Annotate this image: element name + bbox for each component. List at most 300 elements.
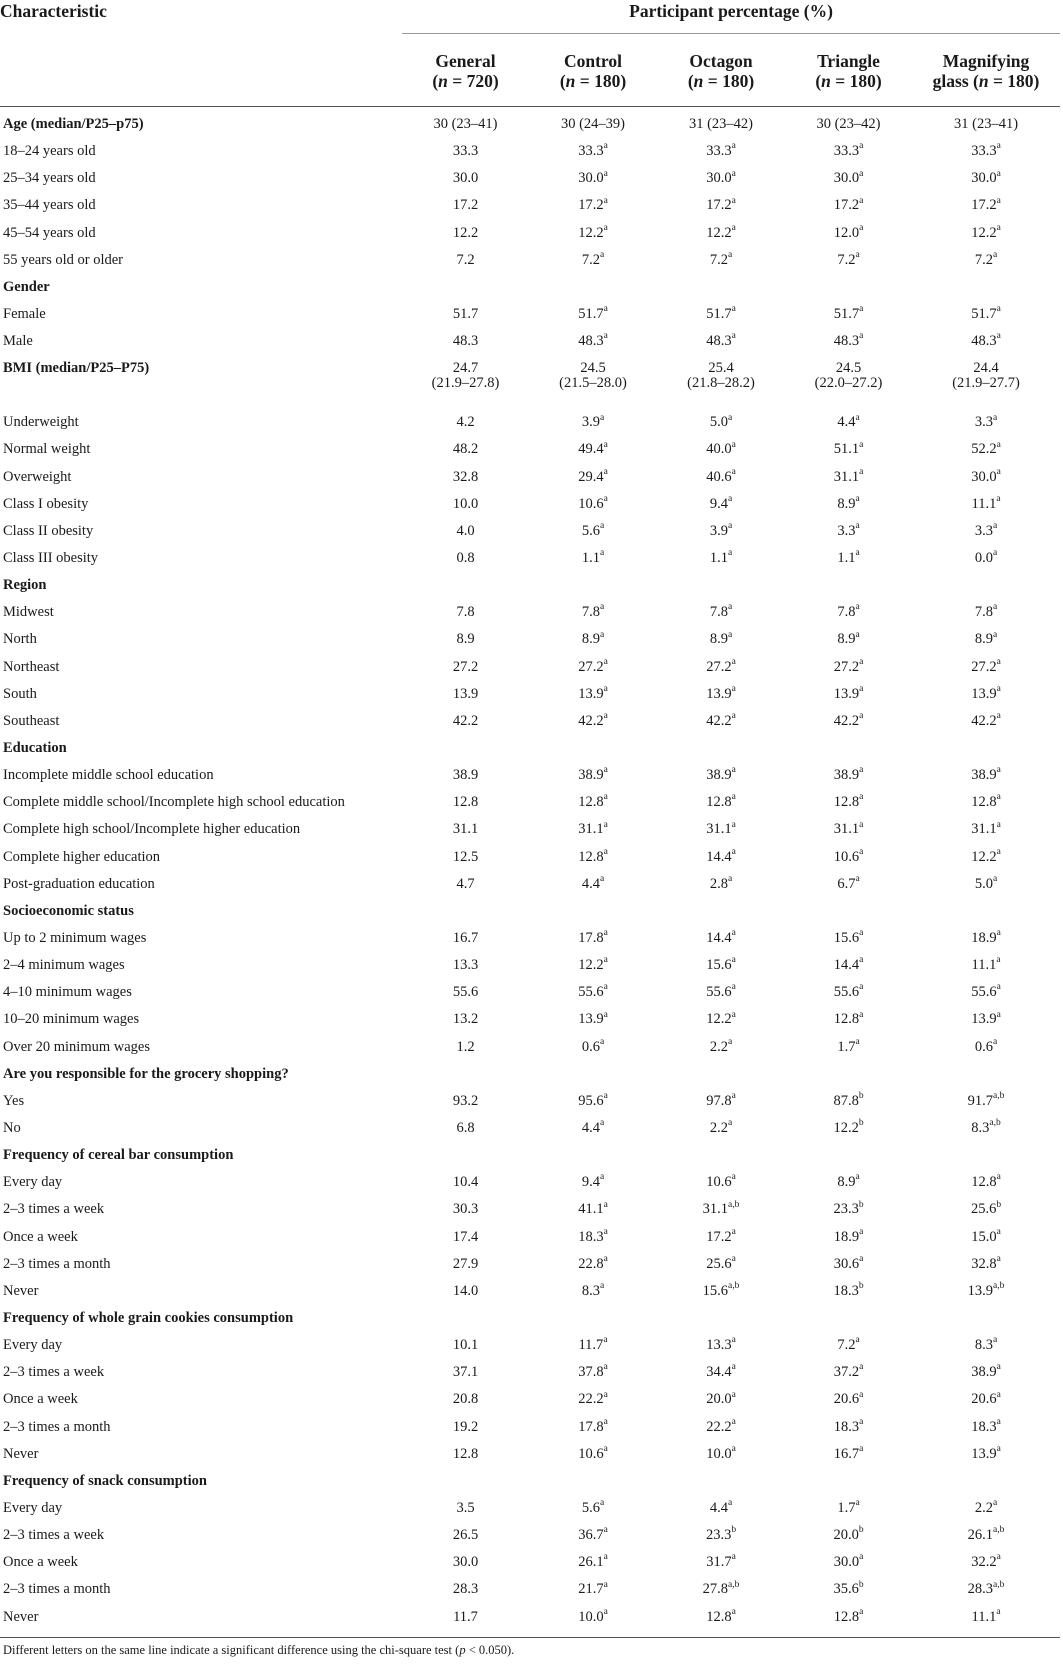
significance-letter: a [731, 711, 736, 722]
cell-value [529, 436, 657, 463]
cell-value [657, 355, 785, 409]
cell-value [657, 165, 785, 192]
table-row [0, 681, 1060, 708]
cell-value [912, 545, 1060, 572]
significance-letter: a [731, 195, 736, 206]
row-label: Never [3, 1282, 39, 1299]
col-name: Magnifying [942, 51, 1030, 71]
significance-letter: a [996, 493, 1001, 504]
value: 17.8 [578, 1418, 604, 1435]
value: 5.6 [581, 1499, 600, 1516]
cell-value [529, 844, 657, 871]
significance-letter: a,b [989, 1118, 1001, 1129]
cell-value [785, 355, 912, 409]
row-label: Female [3, 306, 46, 323]
n-value: = 720) [447, 71, 499, 91]
cell-value [912, 436, 1060, 463]
significance-letter: a [996, 765, 1001, 776]
significance-letter: a,b [728, 1199, 740, 1210]
significance-letter: a [727, 412, 733, 423]
significance-letter: a [603, 1389, 608, 1400]
significance-letter: a [731, 1552, 736, 1563]
significance-letter: a [603, 846, 608, 857]
significance-letter: a [859, 195, 864, 206]
significance-letter: a [731, 765, 736, 776]
significance-letter: a [992, 548, 998, 559]
value: 15.6 [706, 957, 732, 974]
value: 18.3 [833, 1282, 859, 1299]
value: 41.1 [578, 1201, 604, 1218]
row-label: 2–3 times a week [3, 1201, 105, 1218]
cell-value [657, 545, 785, 572]
cell-value [529, 1142, 657, 1169]
value: 12.2 [971, 848, 997, 865]
value: 8.3 [971, 1119, 990, 1136]
cell-value [785, 1359, 912, 1386]
row-label: Every day [3, 1499, 63, 1516]
cell-value [785, 952, 912, 979]
significance-letter: a [996, 1416, 1001, 1427]
value: 48.3 [578, 333, 604, 350]
table-row [0, 626, 1060, 653]
cell-value [402, 762, 529, 789]
row-label: Class III obesity [3, 550, 99, 567]
range: (22.0–27.2) [814, 375, 883, 392]
value: 37.8 [578, 1364, 604, 1381]
cell-value [785, 1332, 912, 1359]
significance-letter: a [996, 1172, 1001, 1183]
cell-value [657, 464, 785, 491]
value: 13.9 [452, 685, 479, 702]
significance-letter: a [996, 195, 1001, 206]
significance-letter: a [996, 683, 1001, 694]
cell-value [529, 355, 657, 409]
value: 18.3 [578, 1228, 604, 1245]
cell-value [785, 165, 912, 192]
value: 31.1 [706, 821, 732, 838]
value: 25.4 [708, 360, 734, 377]
table-row [0, 1115, 1060, 1142]
significance-letter: a [859, 1362, 864, 1373]
significance-letter: a [996, 1226, 1001, 1237]
cell-value [402, 844, 529, 871]
value: 7.8 [581, 604, 600, 621]
value: 9.4 [709, 495, 728, 512]
cell-value [529, 1169, 657, 1196]
significance-letter: a [731, 331, 736, 342]
col-name-line2: glass ( [932, 71, 979, 91]
table-row [0, 301, 1060, 328]
significance-letter: a [859, 656, 864, 667]
value: 2.2 [709, 1119, 728, 1136]
cell-value [402, 979, 529, 1006]
cell-value [657, 1169, 785, 1196]
value: 1.2 [456, 1038, 475, 1055]
value: 91.7 [967, 1092, 994, 1109]
value: 15.6 [833, 930, 860, 946]
cell-value [912, 816, 1060, 843]
cell-value [657, 735, 785, 762]
cell-value [785, 1142, 912, 1169]
n-value: = 180) [703, 71, 755, 91]
significance-letter: a [727, 1118, 733, 1129]
row-label: Never [3, 1608, 39, 1625]
significance-letter: a [859, 928, 864, 939]
cell-value [402, 952, 529, 979]
significance-letter: a [731, 222, 736, 233]
value: 18.9 [833, 1228, 860, 1245]
cell-value [657, 328, 785, 355]
table-row [0, 952, 1060, 979]
value: 13.9 [971, 1011, 997, 1028]
cell-value [912, 762, 1060, 789]
significance-letter: a [996, 1552, 1001, 1563]
value: 32.8 [971, 1255, 997, 1272]
table-row [0, 165, 1060, 192]
row-label: Up to 2 minimum wages [3, 930, 147, 946]
n-symbol: n [438, 71, 448, 91]
cell-value [402, 545, 529, 572]
cell-value [785, 572, 912, 599]
value: 20.6 [833, 1391, 860, 1408]
value: 37.1 [452, 1364, 479, 1381]
value: 27.2 [706, 658, 732, 675]
significance-letter: a [599, 873, 605, 884]
value: 7.2 [456, 251, 475, 268]
cell-value [785, 708, 912, 735]
significance-letter: a,b [993, 1525, 1005, 1536]
significance-letter: b [996, 1199, 1002, 1210]
value: 14.4 [706, 848, 732, 865]
cell-value [912, 1603, 1060, 1630]
value: 52.2 [971, 441, 997, 458]
cell-value [402, 1088, 529, 1115]
row-label: Complete higher education [3, 848, 161, 865]
cell-value [912, 1196, 1060, 1223]
significance-letter: a [992, 249, 998, 260]
cell-value [657, 1223, 785, 1250]
cell-value [529, 301, 657, 328]
significance-letter: a [859, 466, 864, 477]
cell-value [657, 871, 785, 898]
cell-value [402, 355, 529, 409]
value: 3.9 [709, 522, 728, 539]
section-row [0, 1061, 1060, 1088]
row-label: Once a week [3, 1228, 78, 1245]
significance-letter: a [855, 1036, 860, 1047]
significance-letter: a [599, 521, 605, 532]
cell-value [785, 301, 912, 328]
value: 30 (23–42) [816, 116, 881, 133]
significance-letter: a [599, 1281, 605, 1291]
value: 24.4 [973, 360, 999, 377]
cell-value [912, 1495, 1060, 1522]
value: 3.5 [456, 1499, 475, 1516]
significance-letter: a [731, 656, 736, 667]
cell-value [402, 925, 529, 952]
significance-letter: b [858, 1281, 864, 1291]
value: 10.0 [578, 1608, 604, 1625]
significance-letter: a [996, 846, 1001, 857]
value: 8.3 [581, 1282, 600, 1299]
value: 3.3 [974, 522, 993, 539]
significance-letter: a [603, 1362, 608, 1373]
value: 15.0 [971, 1228, 997, 1245]
value: 4.2 [456, 414, 475, 431]
range: (21.5–28.0) [559, 375, 627, 392]
row-label: Northeast [3, 658, 60, 675]
value: 29.4 [578, 468, 604, 485]
cell-value [785, 1034, 912, 1061]
value: 12.8 [833, 1011, 860, 1028]
row-label: Region [3, 577, 47, 594]
footnote-tail: < 0.050). [465, 1642, 515, 1657]
cell-value [785, 1468, 912, 1495]
value: 26.1 [967, 1527, 994, 1544]
value: 51.7 [833, 306, 860, 323]
value: 7.2 [709, 251, 728, 268]
value: 26.5 [452, 1527, 479, 1544]
cell-value [529, 545, 657, 572]
cell-value [402, 681, 529, 708]
significance-letter: a [859, 792, 864, 803]
cell-value [657, 1359, 785, 1386]
col-magnifying-glass-header [912, 34, 1060, 107]
significance-letter: a [599, 602, 605, 613]
significance-letter: a [731, 1226, 736, 1237]
row-label: Frequency of snack consumption [3, 1472, 207, 1489]
col-control-header: Control (n = 180) [529, 34, 657, 107]
cell-value [785, 871, 912, 898]
cell-value [657, 518, 785, 545]
cell-value [657, 1196, 785, 1223]
value: 5.6 [581, 522, 600, 539]
cell-value [657, 1088, 785, 1115]
table-row [0, 220, 1060, 247]
cell-value [529, 1278, 657, 1305]
significance-letter: a [996, 819, 1001, 830]
value: 27.2 [578, 658, 604, 675]
value: 49.4 [578, 441, 604, 458]
significance-letter: a [731, 1172, 736, 1183]
significance-letter: a [859, 819, 864, 830]
table-row [0, 1549, 1060, 1576]
row-label: Yes [3, 1092, 25, 1109]
significance-letter: a [599, 1172, 605, 1183]
row-label: North [3, 631, 37, 648]
value: 30.3 [452, 1201, 479, 1218]
significance-letter: a [859, 304, 864, 315]
value: 8.9 [709, 631, 728, 648]
significance-letter: a [855, 1498, 860, 1509]
cell-value [657, 1549, 785, 1576]
group-header-row [0, 34, 1060, 107]
value: 17.4 [452, 1228, 479, 1245]
significance-letter: a [603, 1525, 608, 1536]
significance-letter: a [992, 1036, 998, 1047]
cell-value [402, 1413, 529, 1440]
cell-value [529, 1115, 657, 1142]
value: 12.2 [706, 224, 732, 241]
significance-letter: a [731, 1091, 736, 1102]
cell-value [912, 1061, 1060, 1088]
footnote-p: p [459, 1642, 466, 1657]
table-row [0, 979, 1060, 1006]
value: 30.0 [833, 170, 860, 187]
cell-value [529, 871, 657, 898]
cell-value [785, 274, 912, 301]
significance-letter: a [731, 141, 736, 152]
value: 42.2 [452, 712, 479, 729]
significance-letter: a [992, 873, 998, 884]
group-header-blank [0, 34, 402, 107]
table-body [0, 107, 1060, 1631]
value: 10.6 [578, 495, 604, 512]
range: (21.9–27.7) [952, 375, 1020, 392]
value: 55.6 [706, 984, 732, 1001]
row-label: 10–20 minimum wages [3, 1011, 140, 1028]
row-label: 25–34 years old [3, 170, 96, 187]
significance-letter: a [855, 521, 860, 532]
value: 1.1 [709, 550, 728, 567]
value: 2.2 [709, 1038, 728, 1055]
significance-letter: a [859, 222, 864, 233]
significance-letter: a [859, 439, 864, 450]
row-label: Education [3, 740, 67, 757]
section-row [0, 898, 1060, 925]
cell-value [912, 1441, 1060, 1468]
cell-value [785, 138, 912, 165]
row-label: Post-graduation education [3, 875, 155, 892]
value: 51.7 [578, 306, 604, 323]
cell-value [402, 107, 529, 139]
col-name: General [435, 51, 496, 71]
cell-value [402, 518, 529, 545]
value: 12.8 [452, 1445, 479, 1462]
significance-letter: a [603, 1443, 608, 1454]
significance-letter: a [599, 629, 605, 640]
cell-value [785, 1386, 912, 1413]
table-row [0, 762, 1060, 789]
value: 31 (23–41) [954, 116, 1019, 133]
significance-letter: a [996, 1362, 1001, 1373]
section-row [0, 274, 1060, 301]
value: 30.0 [452, 1554, 479, 1571]
cell-value [785, 1549, 912, 1576]
significance-letter: a [859, 1253, 864, 1264]
cell-value [912, 192, 1060, 219]
col-triangle-header: Triangle (n = 180) [785, 34, 912, 107]
value: 31.1 [833, 821, 860, 838]
significance-letter: a [727, 629, 733, 640]
value: 8.9 [837, 1174, 856, 1191]
cell-value [402, 1196, 529, 1223]
value: 13.9 [971, 1445, 997, 1462]
cell-value [529, 107, 657, 139]
col-general-header: General (n = 720) [402, 34, 529, 107]
cell-value [785, 491, 912, 518]
significance-letter: a [996, 1253, 1001, 1264]
row-label: Normal weight [3, 441, 91, 458]
cell-value [912, 1115, 1060, 1142]
value: 18.3 [971, 1418, 997, 1435]
significance-letter: a [731, 846, 736, 857]
value: 1.7 [837, 1038, 856, 1055]
value: 7.8 [456, 604, 475, 621]
significance-letter: a [603, 928, 608, 939]
n-value: = 180) [988, 71, 1040, 91]
cell-value [529, 165, 657, 192]
value: 17.8 [578, 930, 604, 946]
cell-value [402, 1603, 529, 1630]
significance-letter: a [603, 222, 608, 233]
cell-value [912, 1088, 1060, 1115]
significance-letter: a [599, 1498, 605, 1509]
significance-letter: a [727, 548, 733, 559]
value: 3.3 [974, 414, 993, 431]
row-label: 2–3 times a month [3, 1581, 111, 1598]
value: 0.6 [581, 1038, 600, 1055]
significance-letter: a [855, 1335, 860, 1346]
value: 33.3 [452, 143, 479, 160]
cell-value [402, 1278, 529, 1305]
value: 12.2 [971, 224, 997, 241]
value: 8.9 [837, 495, 856, 512]
cell-value [402, 220, 529, 247]
cell-value [402, 1495, 529, 1522]
cell-value [402, 599, 529, 626]
cell-value [785, 789, 912, 816]
row-label: 55 years old or older [3, 251, 123, 268]
cell-value [529, 735, 657, 762]
significance-letter: a [727, 1036, 733, 1047]
value: 28.3 [967, 1581, 994, 1598]
value: 6.7 [837, 875, 856, 892]
n-value: = 180) [575, 71, 627, 91]
row-label: 2–4 minimum wages [3, 957, 125, 974]
significance-letter: a [731, 1389, 736, 1400]
footnote-text: Different letters on the same line indicate a significant difference using the chi-square test ( [3, 1642, 460, 1657]
significance-letter: a,b [993, 1281, 1005, 1291]
significance-letter: a [603, 1552, 608, 1563]
value: 2.2 [974, 1499, 993, 1516]
row-label: 35–44 years old [3, 197, 96, 214]
significance-letter: a [855, 548, 860, 559]
value: 18.9 [971, 930, 997, 946]
row-label: Age (median/P25–p75) [3, 116, 144, 133]
value: 17.2 [833, 197, 860, 214]
cell-value [402, 436, 529, 463]
significance-letter: a [855, 873, 860, 884]
cell-value [402, 1576, 529, 1603]
value: 13.3 [452, 957, 479, 974]
cell-value [657, 762, 785, 789]
significance-letter: a [731, 466, 736, 477]
table-row [0, 247, 1060, 274]
significance-letter: a [859, 1552, 864, 1563]
significance-letter: a [731, 928, 736, 939]
significance-letter: a [996, 1009, 1001, 1020]
value: 34.4 [706, 1364, 732, 1381]
value: 17.2 [706, 1228, 732, 1245]
significance-letter: a [992, 1335, 998, 1346]
cell-value [785, 735, 912, 762]
cell-value [785, 844, 912, 871]
cell-value [402, 1006, 529, 1033]
cell-value [785, 898, 912, 925]
significance-letter: a [603, 656, 608, 667]
n-symbol: n [693, 71, 704, 91]
